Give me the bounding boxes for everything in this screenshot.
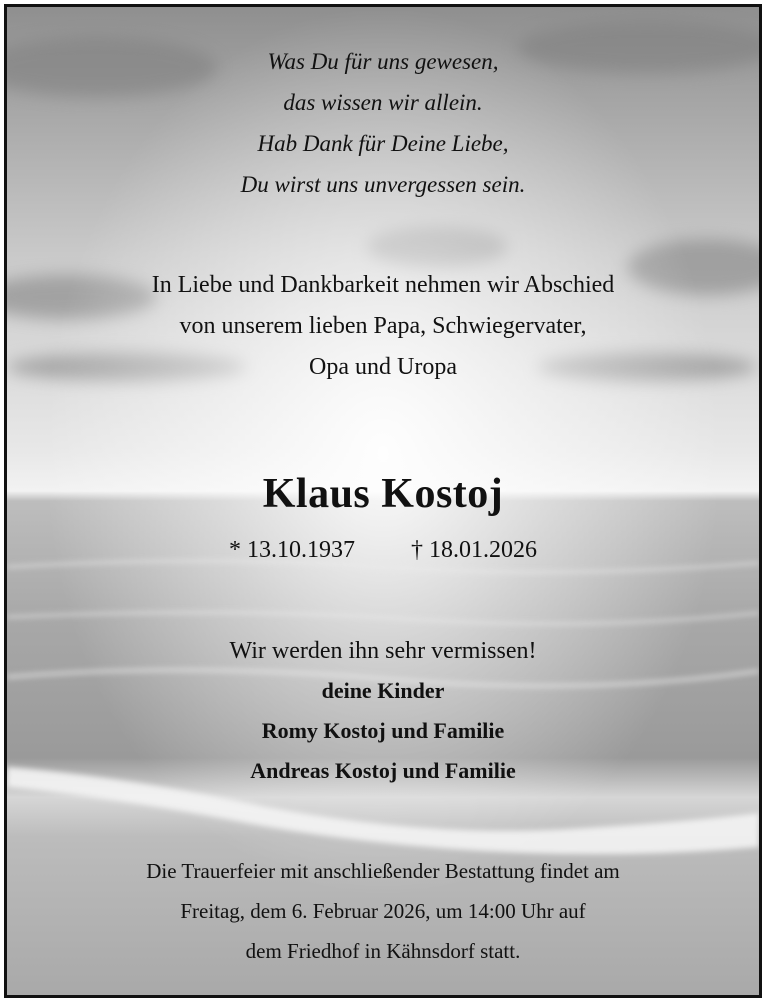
family-line: Andreas Kostoj und Familie	[250, 758, 516, 783]
obituary-notice	[4, 4, 762, 998]
deceased-name: Klaus Kostoj	[262, 471, 504, 517]
ceremony-line: Die Trauerfeier mit anschließender Bestattung findet am	[146, 859, 620, 883]
poem-line: Was Du für uns gewesen,	[267, 49, 499, 74]
family-signatures	[7, 671, 759, 791]
memorial-poem	[7, 41, 759, 205]
intro-line: Opa und Uropa	[309, 354, 457, 380]
family-line: deine Kinder	[321, 678, 445, 703]
farewell-message: Wir werden ihn sehr vermissen!	[229, 638, 537, 664]
ceremony-details	[7, 851, 759, 971]
farewell-intro	[7, 265, 759, 388]
intro-line: von unserem lieben Papa, Schwiegervater,	[179, 313, 587, 339]
poem-line: das wissen wir allein.	[283, 90, 483, 115]
ceremony-line: dem Friedhof in Kähnsdorf statt.	[245, 939, 521, 963]
intro-line: In Liebe und Dankbarkeit nehmen wir Abschied	[151, 272, 615, 298]
poem-line: Hab Dank für Deine Liebe,	[257, 131, 509, 156]
birth-date: * 13.10.1937	[229, 537, 355, 563]
poem-line: Du wirst uns unvergessen sein.	[240, 172, 526, 197]
family-line: Romy Kostoj und Familie	[261, 718, 505, 743]
life-dates	[7, 535, 759, 565]
death-date: † 18.01.2026	[411, 537, 537, 563]
ceremony-line: Freitag, dem 6. Februar 2026, um 14:00 Uhr auf	[180, 899, 586, 923]
